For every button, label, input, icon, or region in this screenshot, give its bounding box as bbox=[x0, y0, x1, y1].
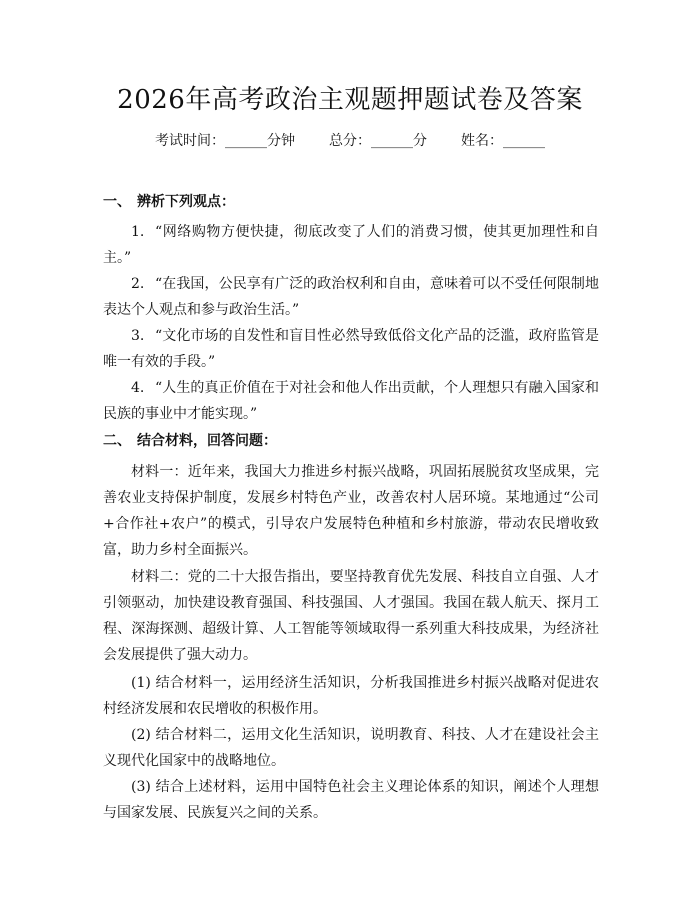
question-number: 3. bbox=[131, 328, 145, 344]
exam-info-row bbox=[0, 130, 700, 152]
page-title: 2026年高考政治主观题押题试卷及答案 bbox=[117, 85, 583, 115]
question-item-4 bbox=[103, 375, 599, 427]
section-2-heading bbox=[103, 430, 277, 452]
section-2-title: 结合材料，回答问题： bbox=[137, 433, 277, 449]
section-1-title: 辨析下列观点： bbox=[137, 194, 235, 210]
question-number: 1. bbox=[131, 224, 145, 240]
section-1-heading bbox=[103, 191, 235, 213]
material-2: 材料二：党的二十大报告指出，要坚持教育优先发展、科技自立自强、人才引领驱动，加快建设教育强国、科技强国、人才强国。我国在载人航天、探月工程、深海探测、超级计算、人工智能等领域取得一系列重大科技成果，为经济社会发展提供了强大动力。 bbox=[103, 569, 599, 663]
name-field: 姓名：______ bbox=[461, 133, 545, 149]
question-text: “网络购物方便快捷，彻底改变了人们的消费习惯，使其更加理性和自主。” bbox=[103, 224, 599, 266]
exam-time-field: 考试时间：______分钟 bbox=[155, 133, 295, 149]
question-text: “在我国，公民享有广泛的政治权利和自由，意味着可以不受任何限制地表达个人观点和参与政治生活。” bbox=[103, 276, 599, 318]
sub-question-1: (1) 结合材料一，运用经济生活知识，分析我国推进乡村振兴战略对促进农村经济发展和农民增收的积极作用。 bbox=[103, 675, 599, 717]
question-number: 4. bbox=[131, 380, 145, 396]
question-text: “人生的真正价值在于对社会和他人作出贡献，个人理想只有融入国家和民族的事业中才能实现。” bbox=[103, 380, 599, 422]
material-1: 材料一：近年来，我国大力推进乡村振兴战略，巩固拓展脱贫攻坚成果，完善农业支持保护制度，发展乡村特色产业，改善农村人居环境。某地通过“公司+合作社+农户”的模式，引导农户发展特色种植和乡村旅游，带动农民增收致富，助力乡村全面振兴。 bbox=[103, 464, 599, 558]
section-2-number: 二、 bbox=[103, 433, 131, 449]
sub-question-2: (2) 结合材料二，运用文化生活知识，说明教育、科技、人才在建设社会主义现代化国家中的战略地位。 bbox=[103, 727, 599, 769]
question-number: 2. bbox=[131, 276, 145, 292]
question-item-3 bbox=[103, 323, 599, 375]
question-text: “文化市场的自发性和盲目性必然导致低俗文化产品的泛滥，政府监管是唯一有效的手段。” bbox=[103, 328, 599, 370]
question-item-1 bbox=[103, 219, 599, 271]
section-1-number: 一、 bbox=[103, 194, 131, 210]
total-score-field: 总分：______分 bbox=[329, 133, 427, 149]
sub-question-3: (3) 结合上述材料，运用中国特色社会主义理论体系的知识，阐述个人理想与国家发展、民族复兴之间的关系。 bbox=[103, 779, 599, 821]
question-item-2 bbox=[103, 271, 599, 323]
